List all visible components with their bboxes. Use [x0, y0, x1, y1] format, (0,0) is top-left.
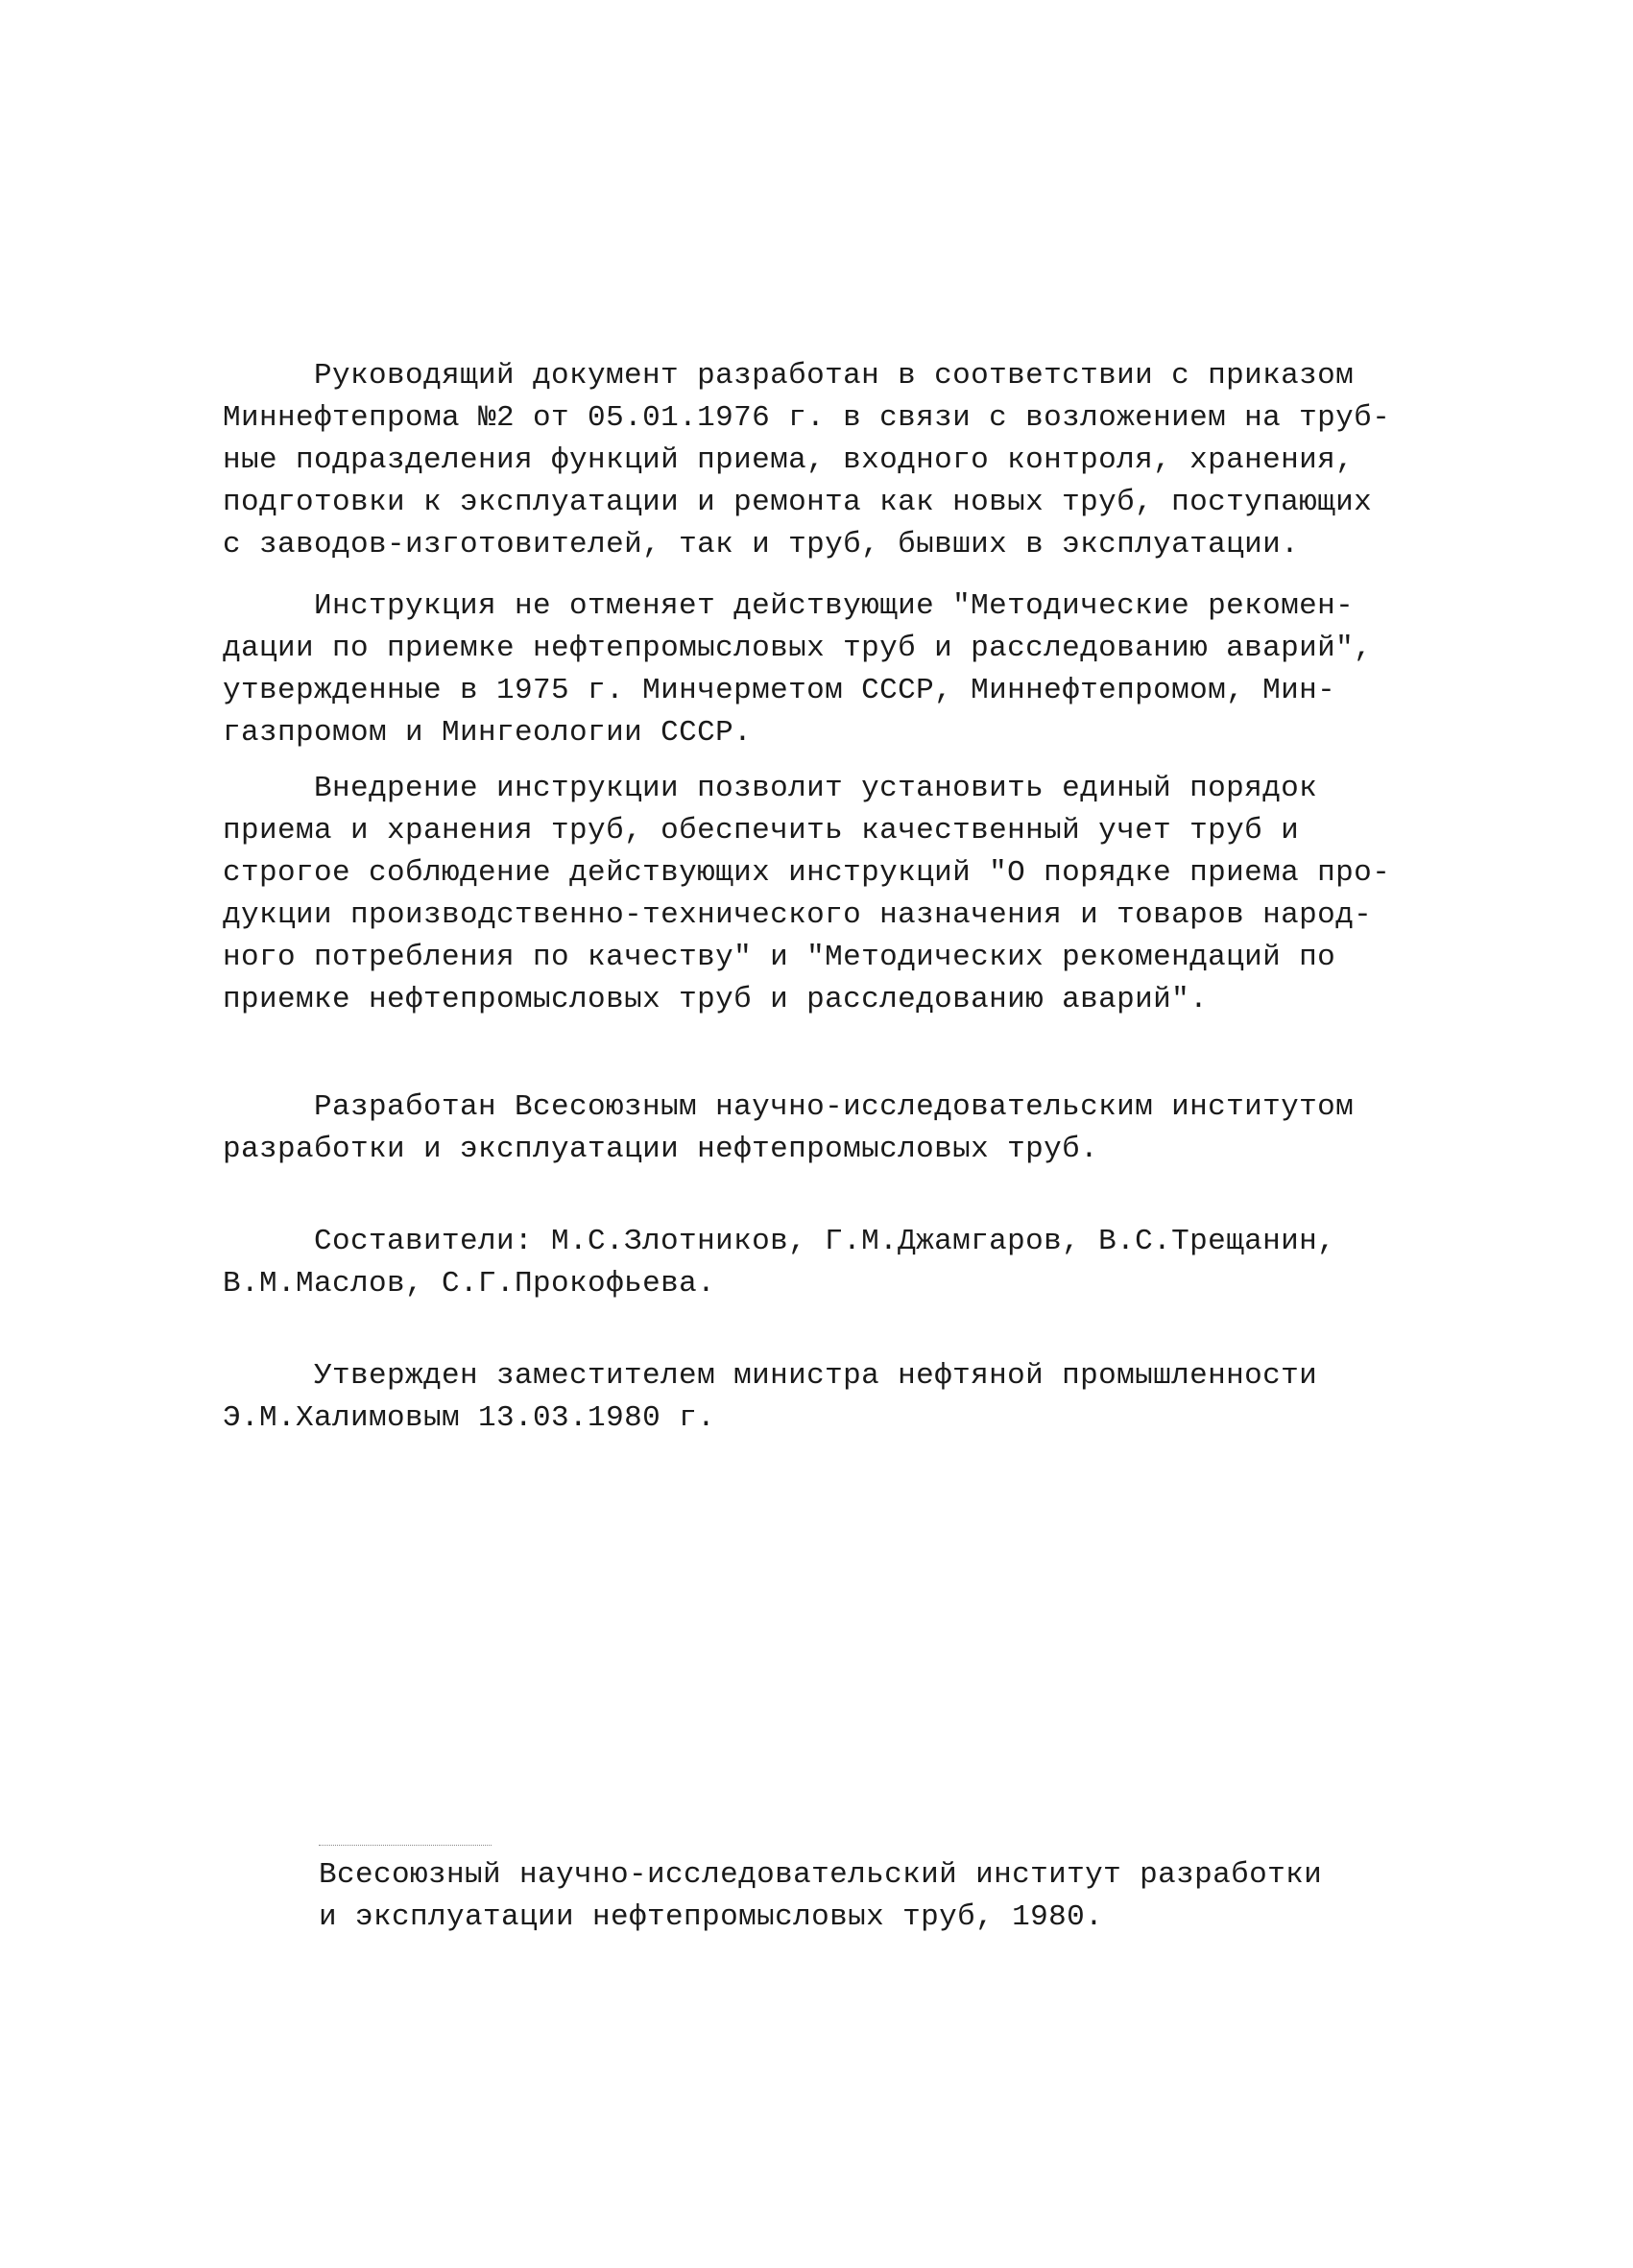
implementation-paragraph [223, 768, 1423, 1021]
text-line: ные подразделения функций приема, входного контроля, хранения, [223, 443, 1355, 477]
text-line: с заводов-изготовителей, так и труб, бывших в эксплуатации. [223, 528, 1300, 561]
text-line: приемке нефтепромысловых труб и расследованию аварий". [223, 983, 1209, 1016]
text-line: Руководящий документ разработан в соответствии с приказом [314, 359, 1355, 393]
approval-paragraph [223, 1355, 1423, 1440]
text-line: подготовки к эксплуатации и ремонта как новых труб, поступающих [223, 486, 1373, 519]
text-line: дукции производственно-технического назначения и товаров народ- [223, 898, 1373, 932]
text-line: Внедрение инструкции позволит установить единый порядок [314, 772, 1318, 805]
intro-paragraph [223, 355, 1423, 566]
text-line: Составители: М.С.Злотников, Г.М.Джамгаров, В.С.Трещанин, [314, 1225, 1336, 1258]
developer-paragraph [223, 1086, 1423, 1171]
authors-paragraph [223, 1221, 1423, 1305]
text-line: и эксплуатации нефтепромысловых труб, 1980. [319, 1900, 1104, 1934]
text-line: разработки и эксплуатации нефтепромысловых труб. [223, 1133, 1099, 1166]
text-line: Миннефтепрома №2 от 05.01.1976 г. в связи с возложением на труб- [223, 401, 1391, 435]
text-line: В.М.Маслов, С.Г.Прокофьева. [223, 1267, 716, 1301]
text-line: Утвержден заместителем министра нефтяной промышленности [314, 1359, 1318, 1393]
text-line: Всесоюзный научно-исследовательский институт разработки [319, 1858, 1323, 1892]
text-line: приема и хранения труб, обеспечить качественный учет труб и [223, 814, 1300, 848]
text-line: дации по приемке нефтепромысловых труб и расследованию аварий", [223, 632, 1373, 665]
text-line: строгое соблюдение действующих инструкций "О порядке приема про- [223, 856, 1391, 890]
text-line: Э.М.Халимовым 13.03.1980 г. [223, 1401, 716, 1435]
divider [319, 1845, 492, 1846]
text-line: газпромом и Мингеологии СССР. [223, 716, 753, 750]
copyright-footer [319, 1854, 1519, 1939]
text-line: Инструкция не отменяет действующие "Методические рекомен- [314, 589, 1355, 623]
instruction-paragraph [223, 585, 1423, 754]
text-line: Разработан Всесоюзным научно-исследовательским институтом [314, 1090, 1355, 1124]
text-line: утвержденные в 1975 г. Минчерметом СССР, Миннефтепромом, Мин- [223, 674, 1336, 707]
text-line: ного потребления по качеству" и "Методических рекомендаций по [223, 941, 1336, 974]
